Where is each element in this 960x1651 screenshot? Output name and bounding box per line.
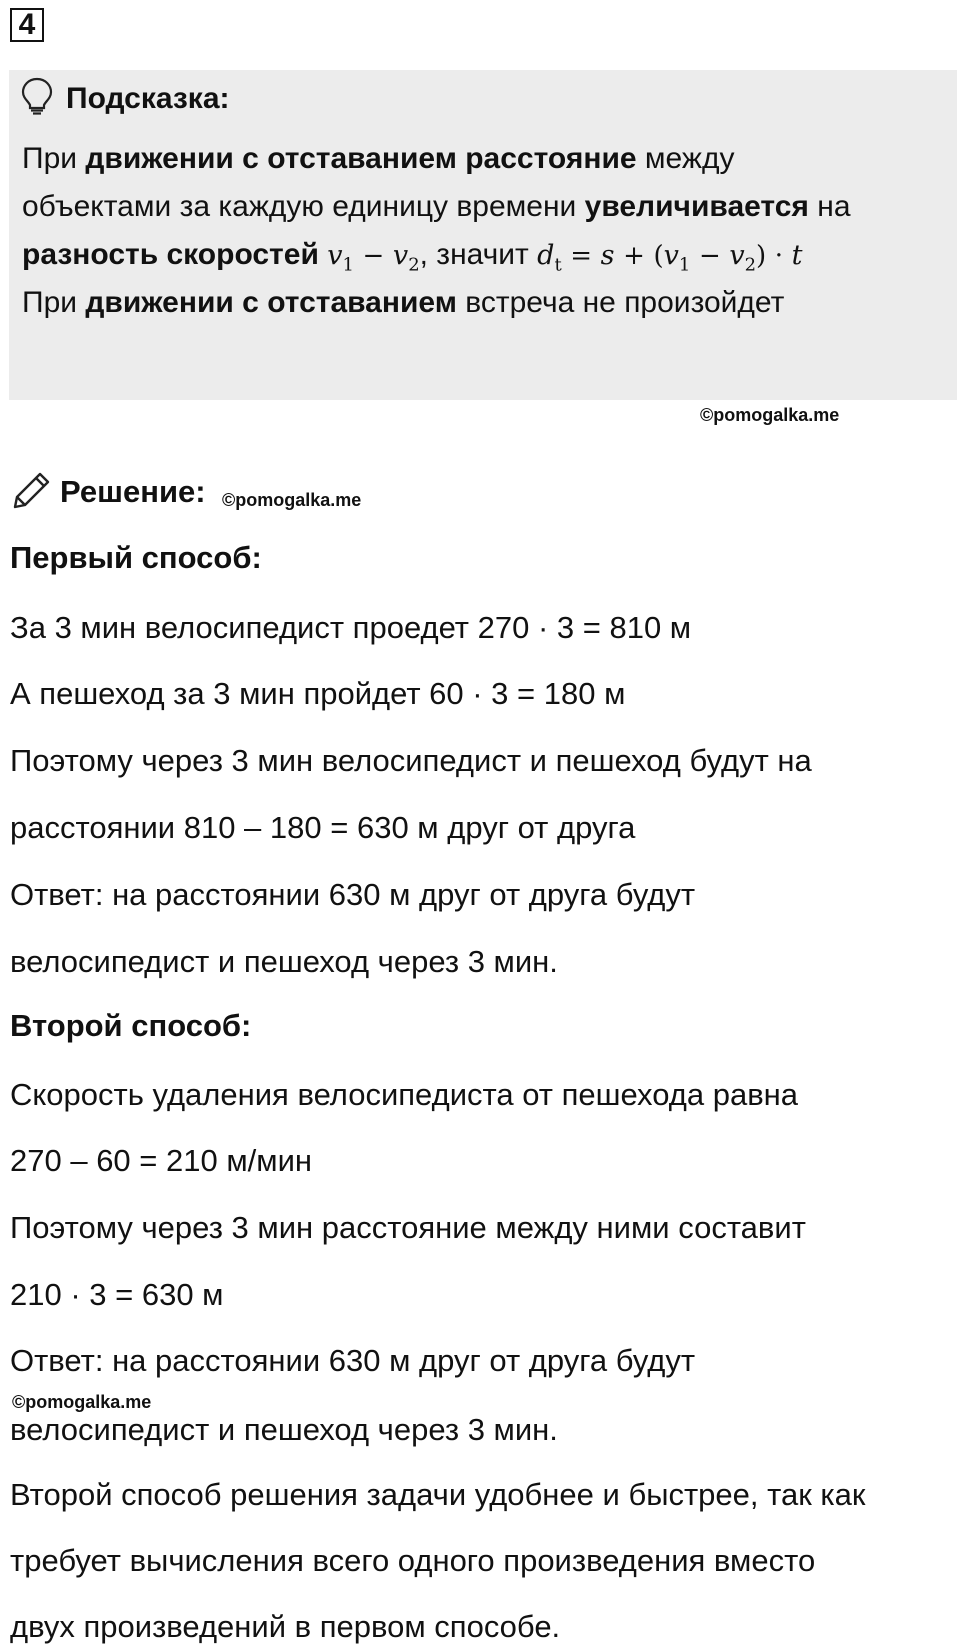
watermark: ©pomogalka.me <box>12 1392 152 1412</box>
method2-line-1: Скорость удаления велосипедиста от пешехода равна <box>10 1077 799 1112</box>
method2-line-2: 270 – 60 = 210 м/мин <box>10 1143 313 1178</box>
velocity-difference-formula: $v_1 - v_2$ <box>327 240 420 276</box>
conclusion-line-1: Второй способ решения задачи удобнее и быстрее, так как <box>10 1477 866 1512</box>
method1-answer-1: Ответ: на расстоянии 630 м друг от друга будут <box>10 877 696 912</box>
solution-title: Решение: <box>60 474 206 509</box>
method2-answer-1: Ответ: на расстоянии 630 м друг от друга будут <box>10 1343 696 1378</box>
hint-line-2: объектами за каждую единицу времени увеличивается на <box>22 190 851 223</box>
task-number: 4 <box>10 8 44 42</box>
method1-answer-2: велосипедист и пешеход через 3 мин. <box>10 944 558 979</box>
method1-line-3: Поэтому через 3 мин велосипедист и пешеход будут на <box>10 743 812 778</box>
hint-line-4: При движении с отставанием встреча не произойдет <box>22 286 785 319</box>
hint-line-3: разность скоростей $v_1 - v_2$, значит $d_t = s + (v_1 - v_2) \cdot t$ <box>22 238 803 276</box>
method1-title: Первый способ: <box>10 540 262 575</box>
watermark: ©pomogalka.me <box>700 405 840 425</box>
distance-formula: $d_t = s + (v_1 - v_2) \cdot t$ <box>537 240 803 276</box>
pencil-icon <box>12 470 52 510</box>
method1-line-4: расстоянии 810 – 180 = 630 м друг от друга <box>10 810 636 845</box>
method2-title: Второй способ: <box>10 1008 252 1043</box>
hint-line-1: При движении с отставанием расстояние между <box>22 142 735 175</box>
lightbulb-icon <box>20 76 54 116</box>
method1-line-2: А пешеход за 3 мин пройдет 60 · 3 = 180 м <box>10 676 626 711</box>
watermark: ©pomogalka.me <box>222 490 362 510</box>
method2-line-4: 210 · 3 = 630 м <box>10 1277 224 1312</box>
method2-answer-2: велосипедист и пешеход через 3 мин. <box>10 1412 558 1447</box>
method2-line-3: Поэтому через 3 мин расстояние между ними составит <box>10 1210 806 1245</box>
conclusion-line-3: двух произведений в первом способе. <box>10 1609 561 1644</box>
method1-line-1: За 3 мин велосипедист проедет 270 · 3 = 810 м <box>10 610 692 645</box>
conclusion-line-2: требует вычисления всего одного произведения вместо <box>10 1543 816 1578</box>
hint-box <box>9 70 957 400</box>
hint-title: Подсказка: <box>66 82 230 115</box>
